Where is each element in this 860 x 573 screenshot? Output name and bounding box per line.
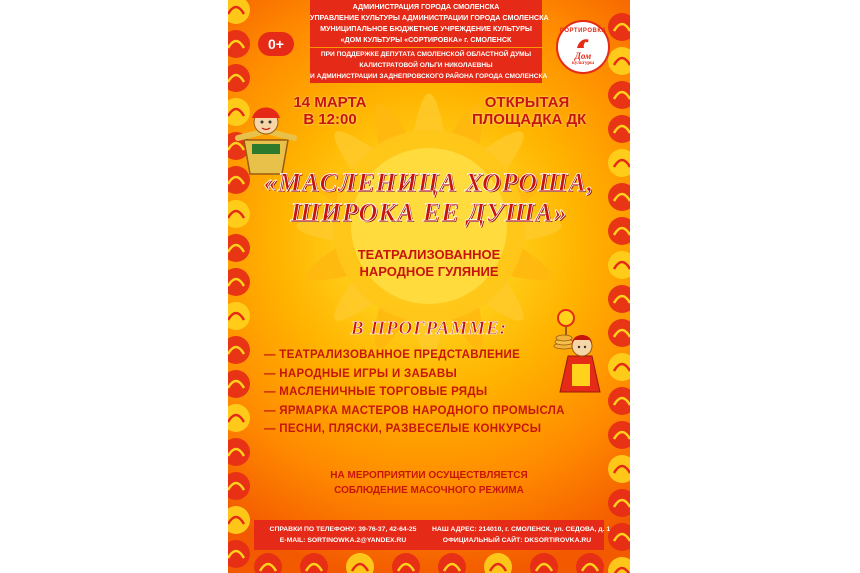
subtitle-line: НАРОДНОЕ ГУЛЯНИЕ	[359, 264, 499, 279]
logo-top-word: СОРТИРОВКА	[559, 28, 607, 34]
event-title	[240, 168, 618, 228]
organizer-line: «ДОМ КУЛЬТУРЫ «СОРТИРОВКА» г. СМОЛЕНСК	[340, 35, 512, 44]
footer-left	[258, 524, 428, 546]
website-info: ОФИЦИАЛЬНЫЙ САЙТ: DKSORTIROVKA.RU	[442, 537, 592, 544]
program-item: — ПЕСНИ, ПЛЯСКИ, РАЗВЕСЕЛЫЕ КОНКУРСЫ	[264, 423, 542, 436]
program-item: — МАСЛЕНИЧНЫЕ ТОРГОВЫЕ РЯДЫ	[264, 386, 488, 399]
subtitle-line: ТЕАТРАЛИЗОВАННОЕ	[357, 247, 501, 262]
program-item: — ТЕАТРАЛИЗОВАННОЕ ПРЕДСТАВЛЕНИЕ	[264, 349, 521, 361]
event-poster	[228, 0, 630, 573]
title-line: «МАСЛЕНИЦА ХОРОША,	[263, 168, 595, 197]
organizer-line: УПРАВЛЕНИЕ КУЛЬТУРЫ АДМИНИСТРАЦИИ ГОРОДА СМОЛЕНСКА	[310, 13, 549, 22]
border-ornament	[228, 0, 250, 24]
maslenitsa-scarecrow-icon	[234, 100, 298, 178]
logo-main-word: Дом	[574, 51, 592, 61]
program-item: — ЯРМАРКА МАСТЕРОВ НАРОДНОГО ПРОМЫСЛА	[264, 404, 565, 417]
support-line: КАЛИСТРАТОВОЙ ОЛЬГИ НИКОЛАЕВНЫ	[359, 62, 493, 69]
date-line: 14 МАРТА	[293, 94, 367, 111]
support-line: И АДМИНИСТРАЦИИ ЗАДНЕПРОВСКОГО РАЙОНА ГОРОДА СМОЛЕНСКА	[310, 73, 548, 80]
contacts-footer	[254, 520, 611, 550]
address-info: НАШ АДРЕС: 214010, г. СМОЛЕНСК, ул. СЕДОВА, д. 1	[432, 526, 611, 533]
phone-info: СПРАВКИ ПО ТЕЛЕФОНУ: 39-76-37, 42-64-25	[269, 526, 417, 533]
notice-line: НА МЕРОПРИЯТИИ ОСУЩЕСТВЛЯЕТСЯ	[330, 470, 528, 481]
support-line: ПРИ ПОДДЕРЖКЕ ДЕПУТАТА СМОЛЕНСКОЙ ОБЛАСТНОЙ ДУМЫ	[320, 51, 532, 58]
program-item: — НАРОДНЫЕ ИГРЫ И ЗАБАВЫ	[264, 367, 458, 380]
organizer-line: АДМИНИСТРАЦИЯ ГОРОДА СМОЛЕНСКА	[352, 2, 500, 11]
organizers-banner	[310, 0, 549, 47]
footer-right	[432, 524, 611, 546]
event-date	[290, 94, 370, 128]
age-rating-badge: 0+	[258, 32, 294, 56]
time-line: В 12:00	[303, 111, 357, 128]
support-banner	[310, 48, 548, 83]
culture-house-logo	[556, 20, 610, 74]
logo-text	[558, 52, 608, 68]
venue-line: ПЛОЩАДКА ДК	[472, 111, 587, 128]
notice-line: СОБЛЮДЕНИЕ МАСОЧНОГО РЕЖИМА	[334, 485, 524, 496]
girl-with-pancakes-icon	[550, 308, 606, 394]
email-info: E-MAIL: SORTINOWKA.2@YANDEX.RU	[279, 537, 407, 544]
event-subtitle	[288, 246, 570, 280]
program-heading: В ПРОГРАММЕ:	[350, 318, 508, 339]
firebird-icon	[575, 36, 591, 52]
event-venue	[472, 94, 587, 128]
title-line: ШИРОКА ЕЕ ДУША»	[290, 198, 568, 227]
venue-line: ОТКРЫТАЯ	[484, 94, 570, 111]
logo-sub-word: культуры	[571, 61, 595, 66]
mask-regime-notice	[288, 468, 570, 498]
organizer-line: МУНИЦИПАЛЬНОЕ БЮДЖЕТНОЕ УЧРЕЖДЕНИЕ КУЛЬТУРЫ	[320, 24, 532, 33]
